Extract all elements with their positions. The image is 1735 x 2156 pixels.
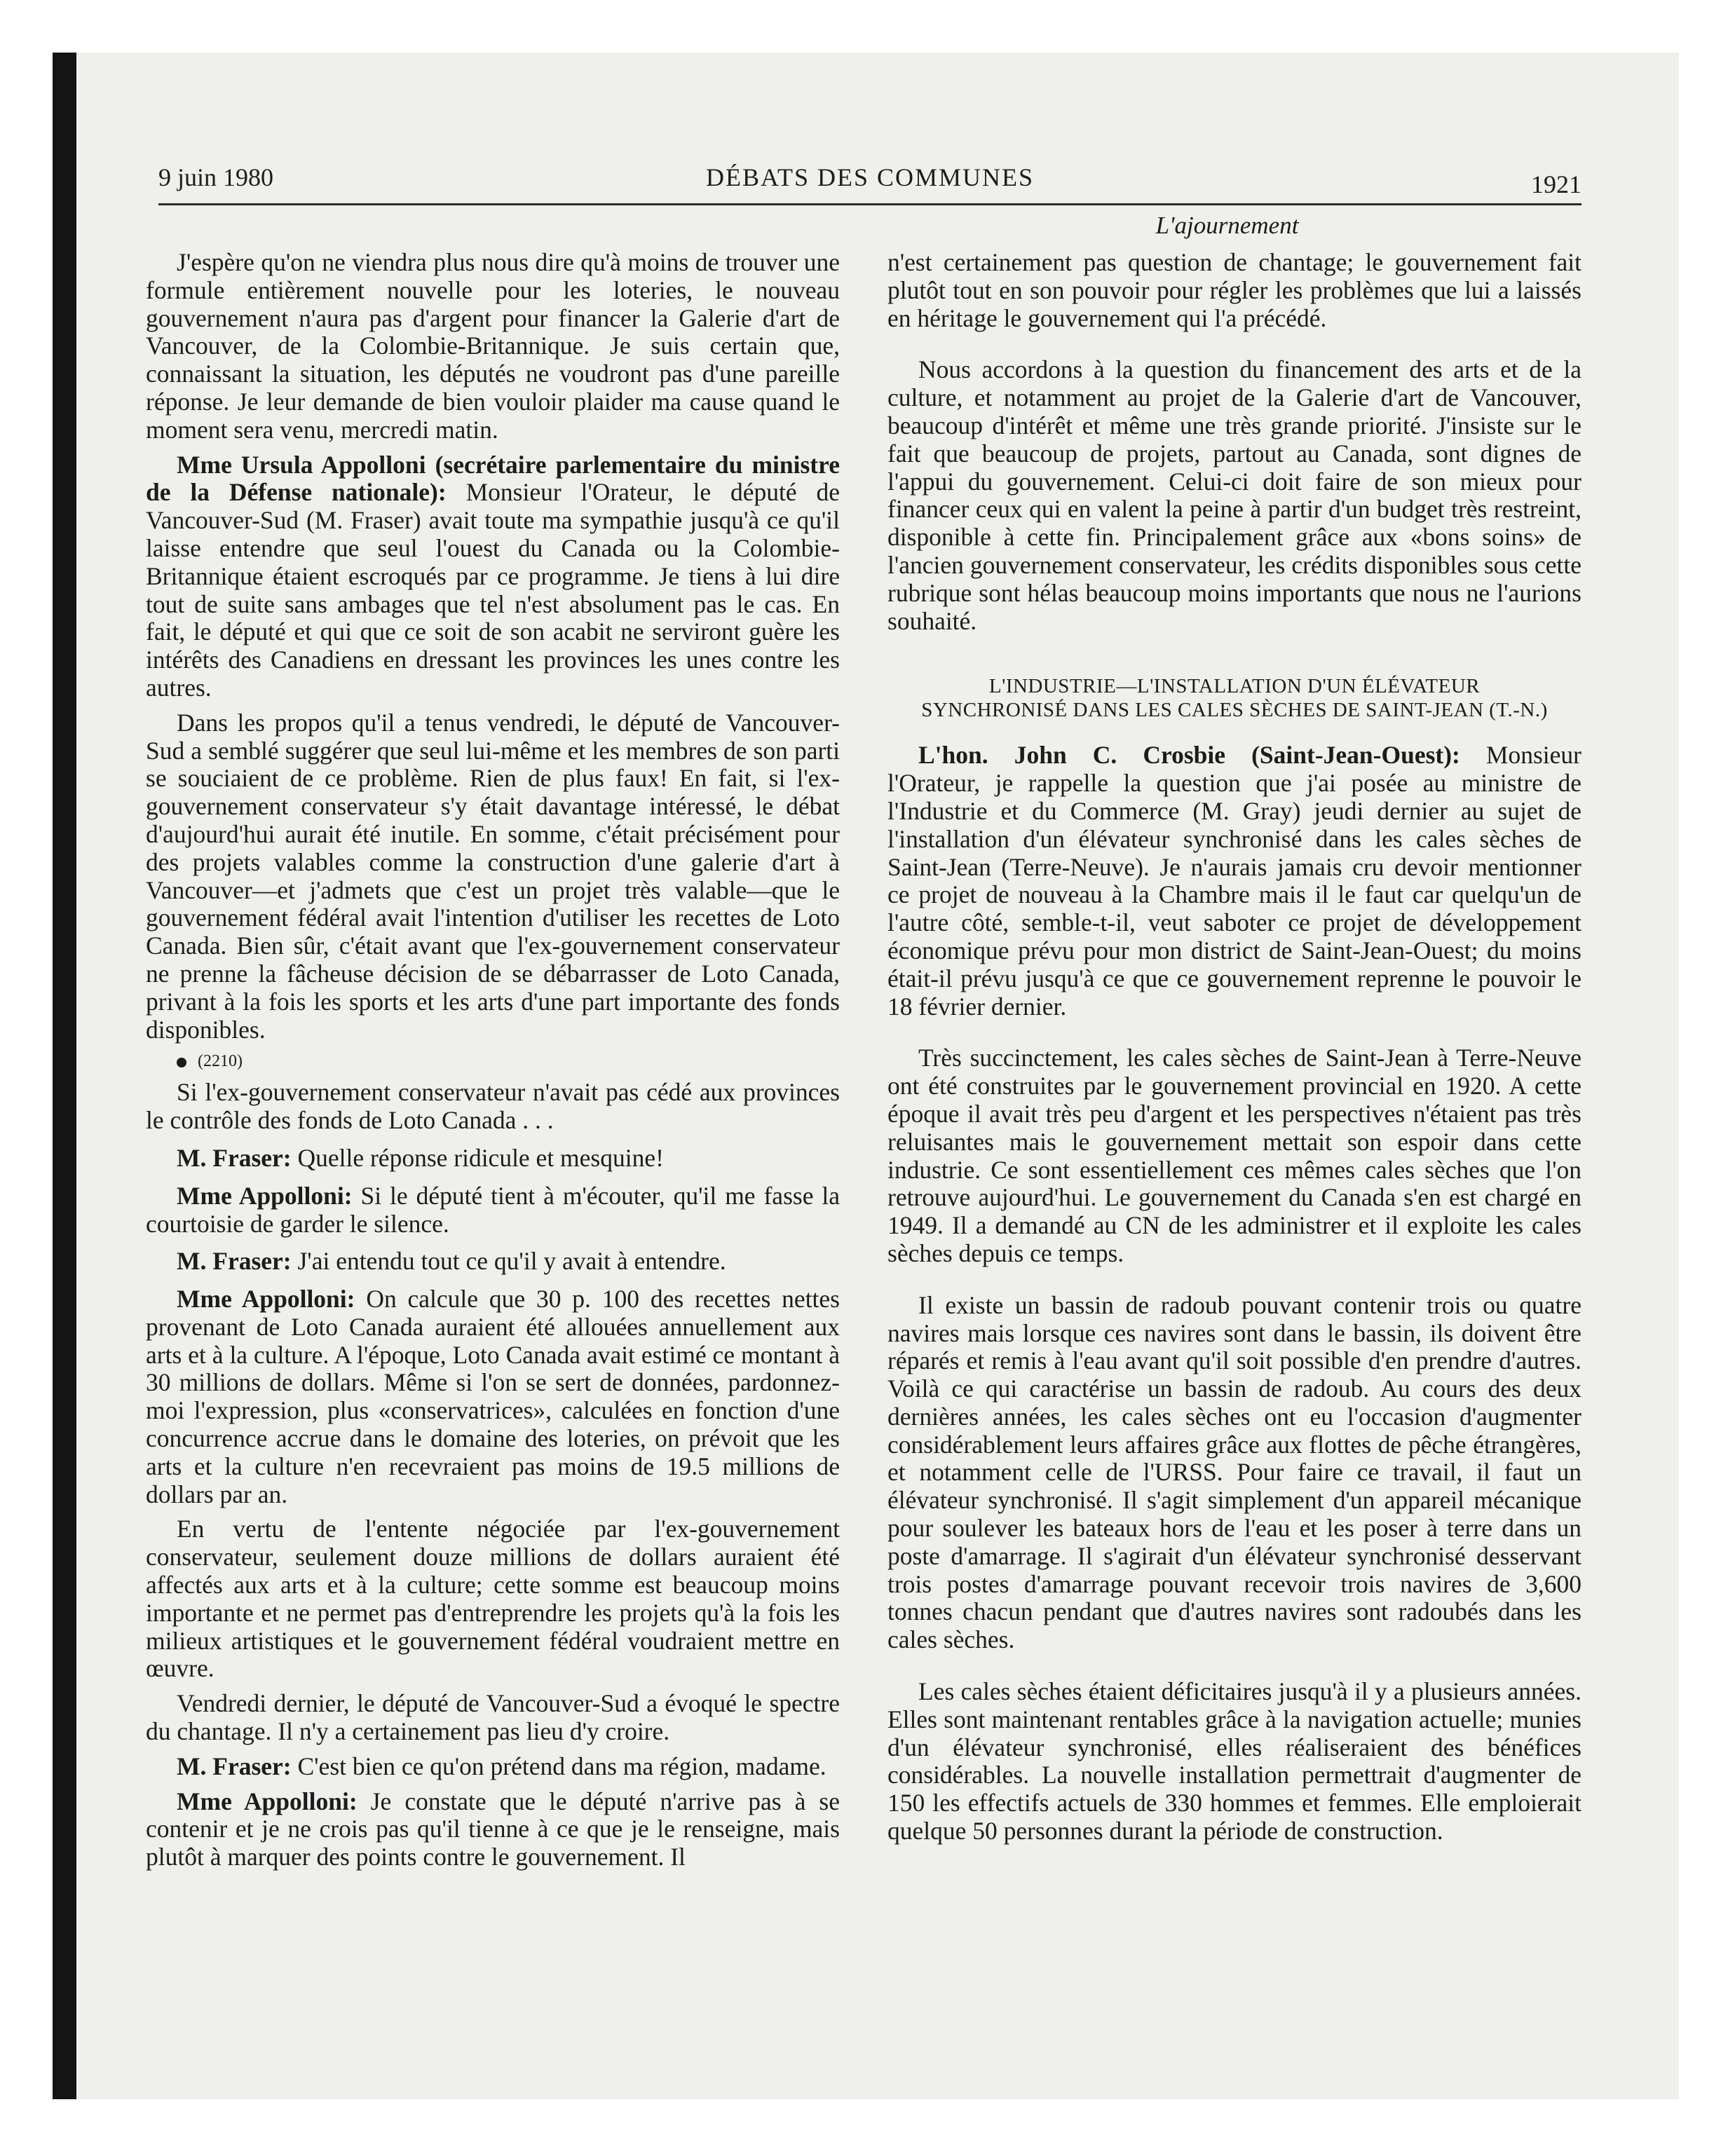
speaker-name: Mme Appolloni: [177,1285,355,1314]
speaker-name: M. Fraser: [177,1143,292,1172]
speech-text: Monsieur l'Orateur, le député de Vancouver-Sud (M. Fraser) avait toute ma sympathie jusqu'à ce qu'il laisse entendre que seul l'ouest du Canada ou la Colombie-Britannique étaient escroqués par ce programme. Je tiens à lui dire tout de suite sans ambages que tel n'est absolument pas le cas. En fait, le député et qui que ce soit de son acabit ne serviront guère les intérêts des Canadiens en dressant les provinces les unes contre les autres. [146,478,840,702]
paragraph: Il existe un bassin de radoub pouvant contenir trois ou quatre navires mais lorsque ces navires sont dans le bassin, ils doivent être réparés et remis à l'eau avant qu'il soit possible d'en prendre d'autres. Voilà ce qui caractérise un bassin de radoub. Au cours des deux dernières années, les cales sèches ont eu l'occasion d'augmenter considérablement leurs affaires grâce aux flottes de pêche étrangères, et notamment celle de l'URSS. Pour faire ce travail, il faut un élévateur synchronisé. Il s'agit simplement d'un appareil mécanique pour soulever les bateaux hors de l'eau et les poser à terre dans un poste d'amarrage. Il s'agirait d'un élévateur synchronisé desservant trois postes d'amarrage pouvant recevoir trois navires de 3,600 tonnes chacun pendant que d'autres navires sont radoubés dans les cales sèches. [887,1290,1581,1654]
speech [146,1145,840,1173]
speech-text: J'ai entendu tout ce qu'il y avait à entendre. [291,1247,726,1276]
speech-text: Si le député tient à m'écouter, qu'il me fasse la courtoisie de garder le silence. [146,1181,840,1238]
paragraph: Si l'ex-gouvernement conservateur n'avait pas cédé aux provinces le contrôle des fonds de Loto Canada . . . [146,1078,840,1135]
paragraph: n'est certainement pas question de chantage; le gouvernement fait plutôt tout en son pouvoir pour régler les problèmes que lui a laissés en héritage le gouvernement qui l'a précédé. [887,248,1581,332]
speech [146,1285,840,1508]
header-date: 9 juin 1980 [158,163,274,191]
speech [146,1248,840,1276]
paragraph: Très succinctement, les cales sèches de Saint-Jean à Terre-Neuve ont été construites par le gouvernement provincial en 1920. A cette époque il avait très peu d'argent et les perspectives n'étaient pas très reluisantes mais le gouvernement mettait son espoir dans cette industrie. Ce sont essentiellement ces mêmes cales sèches que l'on retrouve aujourd'hui. Le gouvernement du Canada s'en est chargé en 1949. Il a demandé au CN de les administrer et il exploite les cales sèches depuis ce temps. [887,1044,1581,1267]
speaker-name: Mme Appolloni: [177,1787,358,1815]
speech-text: Quelle réponse ridicule et mesquine! [291,1143,664,1172]
speech-text: Monsieur l'Orateur, je rappelle la question que j'ai posée au ministre de l'Industrie et du Commerce (M. Gray) jeudi dernier au sujet de l'installation d'un élévateur synchronisé dans les cales sèches de Saint-Jean (Terre-Neuve). Je n'aurais jamais cru devoir mentionner ce projet de nouveau à la Chambre mais il le faut car quelqu'un de l'autre côté, semble-t-il, veut saboter ce projet de développement économique prévu pour mon district de Saint-Jean-Ouest; du moins était-il prévu jusqu'à ce que ce gouvernement reprenne le pouvoir le 18 février dernier. [887,741,1581,1021]
speech-text: C'est bien ce qu'on prétend dans ma région, madame. [291,1752,826,1780]
paragraph: En vertu de l'entente négociée par l'ex-gouvernement conservateur, seulement douze millions de dollars auraient été affectés aux arts et à la culture; cette somme est beaucoup moins importante et ne permet pas d'entreprendre les projets qu'à la fois les milieux artistiques et le gouvernement fédéral voudraient mettre en œuvre. [146,1515,840,1683]
speech [146,1182,840,1239]
paragraph: Les cales sèches étaient déficitaires jusqu'à il y a plusieurs années. Elles sont maintenant rentables grâce à la navigation actuelle; munies d'un élévateur synchronisé, elles réaliseraient des bénéfices considérables. La nouvelle installation permettrait d'augmenter de 150 les effectifs actuels de 330 hommes et femmes. Elle emploierait quelque 50 personnes durant la période de construction. [887,1677,1581,1845]
speech-text: Je constate que le député n'arrive pas à se contenir et je ne crois pas qu'il tienne à ce que je le renseigne, mais plutôt à marquer des points contre le gouvernement. Il [146,1787,841,1871]
subheading-line: L'INDUSTRIE—L'INSTALLATION D'UN ÉLÉVATEUR [988,675,1481,698]
time-marker [146,1051,840,1072]
speech [146,451,840,702]
speaker-name: L'hon. John C. Crosbie (Saint-Jean-Ouest): [918,741,1460,770]
speaker-name: M. Fraser: [177,1247,292,1276]
subheading-line: SYNCHRONISÉ DANS LES CALES SÈCHES DE SAINT-JEAN (T.-N.) [921,699,1548,722]
scan-border [53,53,76,2099]
header-publication: DÉBATS DES COMMUNES [705,163,1035,191]
running-head [158,160,1581,205]
left-column [146,249,840,1878]
speaker-name: M. Fraser: [177,1752,292,1780]
speaker-name: Mme Ursula Appolloni (secrétaire parlementaire du ministre de la Défense nationale): [146,450,840,507]
bullet-dot-icon [177,1058,186,1067]
section-label: L'ajournement [1155,212,1299,239]
section-subheading [887,674,1581,722]
page-number: 1921 [1531,170,1581,198]
speech [146,1753,840,1781]
paragraph: Vendredi dernier, le député de Vancouver-Sud a évoqué le spectre du chantage. Il n'y a certainement pas lieu d'y croire. [146,1689,840,1746]
paragraph: Dans les propos qu'il a tenus vendredi, le député de Vancouver-Sud a semblé suggérer que seul lui-même et les membres de son parti se souciaient de ce problème. Rien de plus faux! En fait, si l'ex-gouvernement conservateur s'y était davantage intéressé, le débat d'aujourd'hui aurait été inutile. En somme, c'était précisément pour des projets valables comme la construction d'une galerie d'art à Vancouver—et j'admets que c'est un projet très valable—que le gouvernement fédéral avait l'intention d'utiliser les recettes de Loto Canada. Bien sûr, c'était avant que l'ex-gouvernement conservateur ne prenne la fâcheuse décision de se débarrasser de Loto Canada, privant à la fois les sports et les arts d'une part importante des fonds disponibles. [146,708,840,1044]
paragraph: Nous accordons à la question du financement des arts et de la culture, et notamment au projet de la Galerie d'art de Vancouver, beaucoup d'intérêt et même une très grande priorité. J'insiste sur le fait que beaucoup de projets, partout au Canada, sont dignes de l'appui du gouvernement. Celui-ci doit faire de son mieux pour financer ceux qui en valent la peine à partir d'un budget très restreint, disponible à cette fin. Principalement grâce aux «bons soins» de l'ancien gouvernement conservateur, les crédits disponibles sous cette rubrique sont hélas beaucoup moins importants que nous ne l'aurions souhaité. [887,355,1581,635]
speaker-name: Mme Appolloni: [177,1181,353,1210]
time-marker-text: (2210) [198,1052,243,1071]
speech-text: On calcule que 30 p. 100 des recettes nettes provenant de Loto Canada auraient été allouées annuellement aux arts et à la culture. A l'époque, Loto Canada avait estimé ce montant à 30 millions de dollars. Même si l'on se sert de données, pardonnez-moi l'expression, plus «conservatrices», calculées en fonction d'une concurrence accrue dans le domaine des loteries, on prévoit que les arts et la culture n'en recevraient pas moins de 19.5 millions de dollars par an. [146,1285,840,1508]
right-column [887,249,1581,1853]
speech [887,742,1581,1021]
paragraph: J'espère qu'on ne viendra plus nous dire qu'à moins de trouver une formule entièrement nouvelle pour les loteries, le nouveau gouvernement n'aura pas d'argent pour financer la Galerie d'art de Vancouver, de la Colombie-Britannique. Je suis certain que, connaissant la situation, les députés ne voudront pas d'une pareille réponse. Je leur demande de bien vouloir plaider ma cause quand le moment sera venu, mercredi matin. [146,248,840,444]
speech [146,1788,840,1871]
